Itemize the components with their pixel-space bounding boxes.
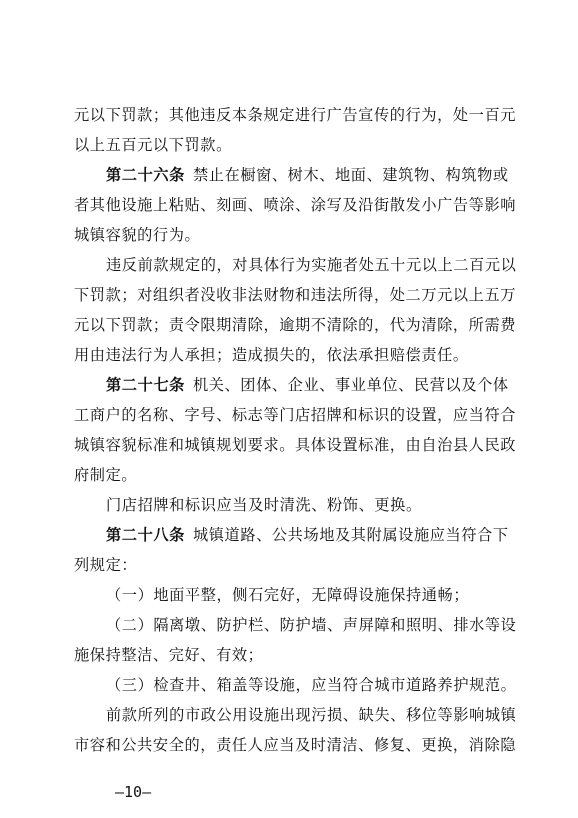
article-27-line: 第二十七条 机关、团体、企业、事业单位、民营以及个体 bbox=[106, 376, 509, 394]
article-heading: 第二十六条 bbox=[106, 166, 185, 184]
page-number: —10— bbox=[115, 783, 152, 801]
text-line: 下罚款；对组织者没收非法财物和违法所得，处二万元以上五万 bbox=[74, 286, 517, 304]
text-line: 市容和公共安全的，责任人应当及时清洁、修复、更换，消除隐 bbox=[74, 736, 517, 754]
list-item: （二）隔离墩、防护栏、防护墙、声屏障和照明、排水等设 bbox=[106, 616, 517, 634]
article-26-line: 第二十六条 禁止在橱窗、树木、地面、建筑物、构筑物或 bbox=[106, 166, 509, 184]
text-line: 元以下罚款；责令限期清除，逾期不清除的，代为清除，所需费 bbox=[74, 316, 517, 334]
list-item: （三）检查井、箱盖等设施，应当符合城市道路养护规范。 bbox=[106, 676, 517, 694]
article-28-line: 第二十八条 城镇道路、公共场地及其附属设施应当符合下 bbox=[106, 526, 509, 544]
text-line: 违反前款规定的，对具体行为实施者处五十元以上二百元以 bbox=[106, 256, 517, 274]
list-item: （一）地面平整，侧石完好，无障碍设施保持通畅； bbox=[106, 586, 470, 604]
article-heading: 第二十八条 bbox=[106, 526, 185, 544]
text-line: 元以下罚款；其他违反本条规定进行广告宣传的行为，处一百元 bbox=[74, 106, 517, 124]
text-line: 者其他设施上粘贴、刻画、喷涂、涂写及沿街散发小广告等影响 bbox=[74, 196, 517, 214]
text-line: 府制定。 bbox=[74, 466, 138, 484]
text-line: 施保持整洁、完好、有效； bbox=[74, 646, 264, 664]
text-line: 前款所列的市政公用设施出现污损、缺失、移位等影响城镇 bbox=[106, 706, 517, 724]
text-line: 工商户的名称、字号、标志等门店招牌和标识的设置，应当符合 bbox=[74, 406, 517, 424]
text-line: 列规定： bbox=[74, 556, 138, 574]
text-line: 门店招牌和标识应当及时清洗、粉饰、更换。 bbox=[106, 496, 422, 514]
article-heading: 第二十七条 bbox=[106, 376, 185, 394]
text-line: 用由违法行为人承担；造成损失的，依法承担赔偿责任。 bbox=[74, 346, 469, 364]
text-line: 城镇容貌标准和城镇规划要求。具体设置标准，由自治县人民政 bbox=[74, 436, 517, 454]
text-line: 城镇容貌的行为。 bbox=[74, 226, 201, 244]
text-line: 以上五百元以下罚款。 bbox=[74, 136, 232, 154]
